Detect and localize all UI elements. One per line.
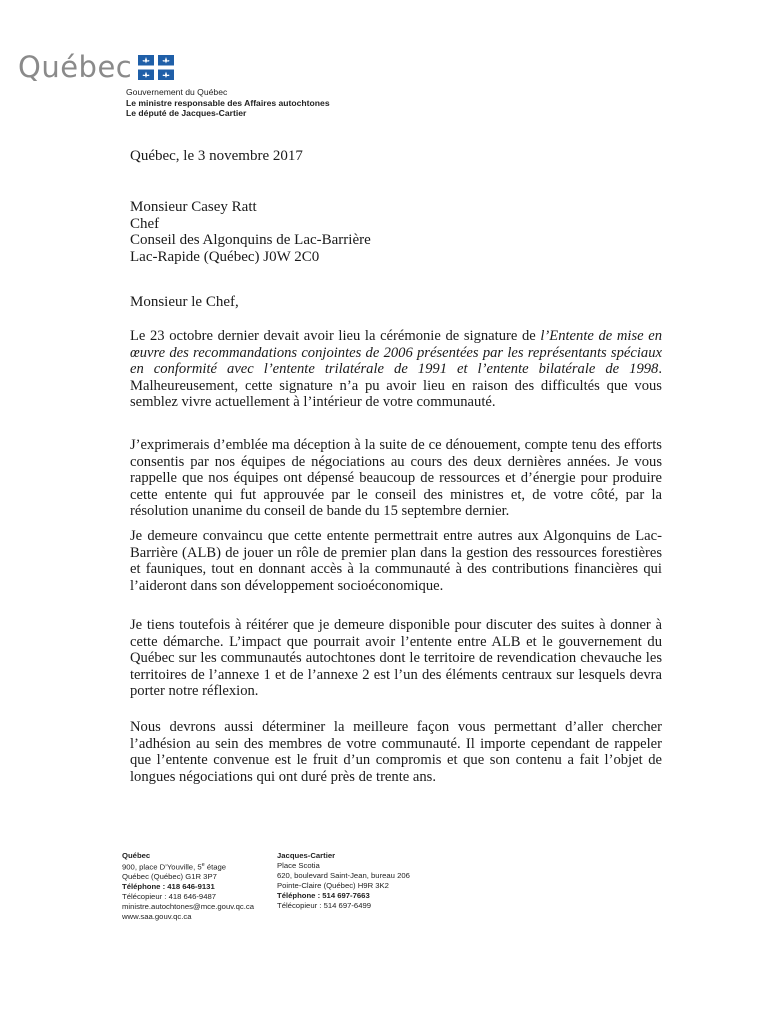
- salutation: Monsieur le Chef,: [130, 294, 239, 310]
- footer-left-email[interactable]: ministre.autochtones@mce.gouv.qc.ca: [122, 902, 255, 912]
- footer-right-phone: Téléphone : 514 697-7663: [277, 890, 370, 900]
- paragraph-1-rest: . Malheureusement, cette signature n’a pu avoir lieu en raison des difficultés que vous semblez vivre actuellement à l’intérieur de votre communauté.: [130, 361, 662, 410]
- recipient-title: Chef: [130, 215, 160, 232]
- agreement-title: l’Entente de mise en œuvre des recommandations conjointes de 2006 présentées par les représentants spéciaux en conformité avec l’entente trilatérale de 1991 et l’entente bilatérale de 1998: [130, 328, 662, 377]
- paragraph-1: [130, 328, 662, 411]
- paragraph-2: J’exprimerais d’emblée ma déception à la suite de ce dénouement, compte tenu des efforts consentis par nos équipes de négociations au cours des deux dernières années. Je vous rappelle que nos équipes ont dépensé beaucoup de ressources et d’énergie pour produire cette entente qui fut approuvée par le conseil des ministres et, de votre côté, par la résolution unanime du conseil de bande du 15 septembre dernier.: [130, 437, 662, 519]
- recipient-organization: Conseil des Algonquins de Lac-Barrière: [130, 232, 371, 249]
- gov-line-2: Le ministre responsable des Affaires autochtones: [126, 97, 330, 108]
- footer-right-line-2: 620, boulevard Saint-Jean, bureau 206: [277, 870, 410, 880]
- recipient-city: Lac-Rapide (Québec) J0W 2C0: [130, 249, 320, 266]
- paragraph-4: Je tiens toutefois à réitérer que je demeure disponible pour discuter des suites à donner à cette démarche. L’impact que pourrait avoir l’entente entre ALB et le gouvernement du Québec sur les communautés autochtones dont le territoire de revendication chevauche les territoires de l’annexe 1 et de l’annexe 2 est l’un des éléments centraux sur lesquels devra porter notre réflexion.: [130, 617, 662, 699]
- footer-left-website[interactable]: www.saa.gouv.qc.ca: [122, 912, 192, 921]
- fleurdelise-flag-icon: [138, 55, 174, 80]
- footer-left-address-2: Québec (Québec) G1R 3P7: [122, 872, 217, 882]
- footer-right-line-3: Pointe-Claire (Québec) H9R 3K2: [277, 880, 389, 890]
- logo-wordmark: Québec: [18, 50, 133, 84]
- quebec-logo: [18, 50, 174, 84]
- recipient-name: Monsieur Casey Ratt: [130, 199, 257, 215]
- footer-left-title: Québec: [122, 851, 151, 860]
- gov-line-3: Le député de Jacques-Cartier: [126, 108, 247, 119]
- paragraph-5: Nous devrons aussi déterminer la meilleure façon vous permettant d’aller chercher l’adhésion au sein des membres de votre communauté. Il importe cependant de rappeler que l’entente convenue est le fruit d’un compromis et que son contenu a fait l’objet de longues négociations qui ont duré près de trente ans.: [130, 719, 662, 785]
- gov-line-1: Gouvernement du Québec: [126, 87, 228, 97]
- footer-left-phone: Téléphone : 418 646-9131: [122, 882, 215, 892]
- footer-quebec-office: [122, 851, 254, 922]
- paragraph-3: Je demeure convaincu que cette entente permettrait entre autres aux Algonquins de Lac-Barrière (ALB) de jouer un rôle de premier plan dans la gestion des ressources forestières et fauniques, tout en donnant accès à la communauté à des contributions financières qui l’aideront dans son développement socioéconomique.: [130, 528, 662, 594]
- footer-right-fax: Télécopieur : 514 697-6499: [277, 900, 372, 910]
- footer-left-address-1: 900, place D’Youville, 5e étage: [122, 861, 227, 872]
- footer-left-fax: Télécopieur : 418 646-9487: [122, 892, 217, 902]
- paragraph-1-intro: Le 23 octobre dernier devait avoir lieu la cérémonie de signature de: [130, 328, 541, 344]
- letter-date: Québec, le 3 novembre 2017: [130, 148, 303, 164]
- footer-right-title: Jacques-Cartier: [277, 851, 336, 860]
- footer-jacques-cartier-office: [277, 851, 410, 910]
- recipient-address: [130, 199, 662, 266]
- footer-right-line-1: Place Scotia: [277, 860, 320, 870]
- government-header: [126, 87, 330, 119]
